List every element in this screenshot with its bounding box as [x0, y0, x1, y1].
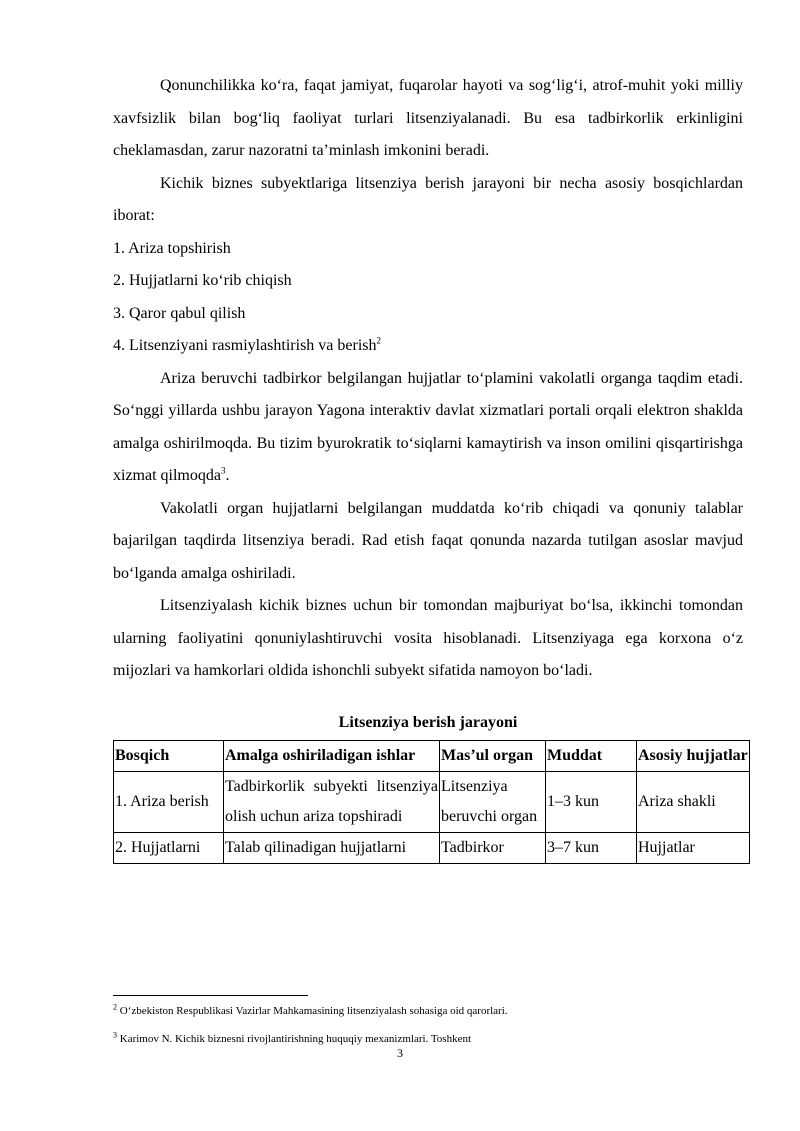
cell-duration: 3–7 kun: [546, 832, 637, 863]
page-number: 3: [397, 1046, 403, 1060]
license-process-table: [113, 740, 750, 864]
steps-list: [113, 233, 743, 363]
footnote-text: O‘zbekiston Respublikasi Vazirlar Mahkamasining litsenziyalash sohasiga oid qarorlari.: [117, 1005, 508, 1017]
list-item: [113, 330, 743, 363]
footnote-3: [113, 1031, 743, 1047]
header-duration: Muddat: [546, 740, 637, 771]
cell-documents: Ariza shakli: [637, 771, 750, 832]
paragraph-end: .: [225, 467, 230, 484]
footnote-number: 2: [113, 1002, 117, 1012]
paragraph-text: Ariza beruvchi tadbirkor belgilangan hujjatlar to‘plamini vakolatli organga taqdim etadi. So‘nggi yillarda ushbu jarayon Yagona interaktiv davlat xizmatlari portali orqali elektron shaklda amalga oshirilmoqda. Bu tizim byurokratik to‘siqlarni kamaytirish va inson omilini qisqartirishga xizmat qilmoqda: [113, 369, 743, 484]
paragraph-significance: Litsenziyalash kichik biznes uchun bir tomondan majburiyat bo‘lsa, ikkinchi tomondan ularning faoliyatini qonuniylashtiruvchi vosita hisoblanadi. Litsenziyaga ega korxona o‘z mijozlari va hamkorlari oldida ishonchli subyekt sifatida namoyon bo‘ladi.: [113, 597, 743, 679]
footnote-2: [113, 1003, 743, 1019]
cell-stage: 1. Ariza berish: [114, 771, 224, 832]
footnote-text: Karimov N. Kichik biznesni rivojlantirishning huquqiy mexanizmlari. Toshkent: [117, 1033, 472, 1045]
list-item: 3. Qaror qabul qilish: [113, 304, 246, 322]
cell-actions: Tadbirkorlik subyekti litsenziya olish uchun ariza topshiradi: [224, 771, 440, 832]
list-item-text: 4. Litsenziyani rasmiylashtirish va berish: [113, 337, 377, 354]
cell-stage: 2. Hujjatlarni: [114, 832, 224, 863]
cell-documents: Hujjatlar: [637, 832, 750, 863]
list-item: 2. Hujjatlarni ko‘rib chiqish: [113, 272, 292, 289]
table-row: [114, 832, 750, 863]
paragraph-application: [113, 363, 743, 493]
footnote-ref-3[interactable]: 3: [220, 465, 226, 476]
paragraph-process-intro: Kichik biznes subyektlariga litsenziya berish jarayoni bir necha asosiy bosqichlardan iborat:: [113, 174, 743, 224]
table-title: Litsenziya berish jarayoni: [338, 713, 518, 731]
header-responsible: Mas’ul organ: [440, 740, 546, 771]
footnote-divider: [113, 995, 308, 996]
cell-responsible: Tadbirkor: [440, 832, 546, 863]
header-documents: Asosiy hujjatlar: [637, 740, 750, 771]
table-header-row: [114, 740, 750, 771]
paragraph-licensing-scope: Qonunchilikka ko‘ra, faqat jamiyat, fuqarolar hayoti va sog‘lig‘i, atrof-muhit yoki milliy xavfsizlik bilan bog‘liq faoliyat turlari litsenziyalanadi. Bu esa tadbirkorlik erkinligini cheklamasdan, zarur nazoratni ta’minlash imkonini beradi.: [113, 77, 743, 159]
page-body: [113, 70, 748, 864]
list-item: 1. Ariza topshirish: [113, 239, 231, 257]
cell-duration: 1–3 kun: [546, 771, 637, 832]
footnote-ref-2[interactable]: 2: [376, 335, 381, 346]
paragraph-review: Vakolatli organ hujjatlarni belgilangan muddatda ko‘rib chiqadi va qonuniy talablar bajarilgan taqdirda litsenziya beradi. Rad etish faqat qonunda nazarda tutilgan asoslar mavjud bo‘lganda amalga oshiriladi.: [113, 499, 743, 582]
cell-actions: Talab qilinadigan hujjatlarni: [224, 832, 440, 863]
header-stage: Bosqich: [114, 740, 224, 771]
footnote-number: 3: [113, 1030, 117, 1040]
header-actions: Amalga oshiriladigan ishlar: [224, 740, 440, 771]
table-row: [114, 771, 750, 832]
cell-responsible: Litsenziya beruvchi organ: [440, 771, 546, 832]
